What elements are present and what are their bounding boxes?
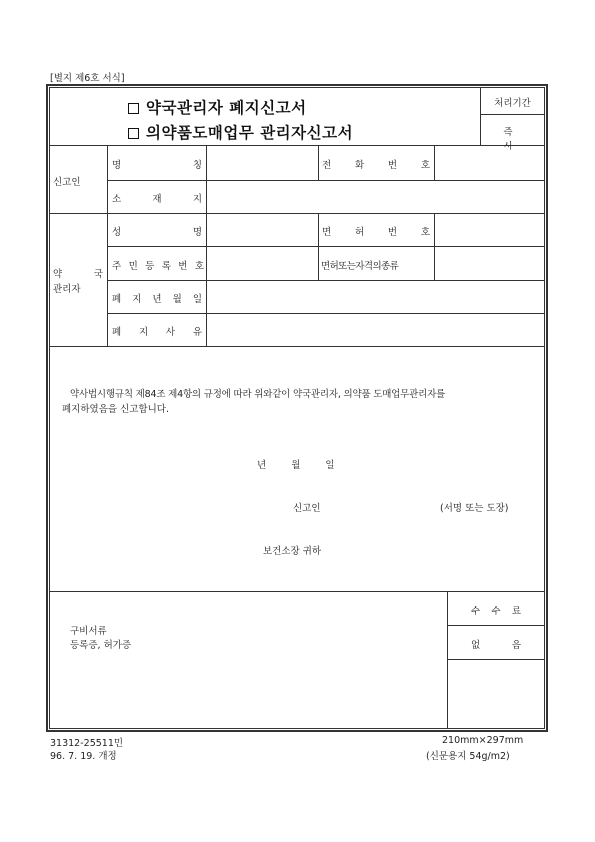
fee-value: 없 음 bbox=[471, 640, 521, 651]
manager-qualification-label: 면허또는자격의종류 bbox=[321, 261, 399, 272]
statement-line-1: 약사법시행규칙 제84조 제4항의 규정에 따라 위와같이 약국관리자, 의약품 도매업무관리자를 bbox=[70, 389, 446, 400]
manager-license-label: 면 허 번 호 bbox=[322, 227, 430, 238]
title-line-2: 의약품도매업무 관리자신고서 bbox=[128, 121, 353, 143]
signer-label: 신고인 bbox=[293, 503, 321, 514]
manager-closing-date-field[interactable] bbox=[207, 281, 544, 312]
reporter-phone-label: 전 화 번 호 bbox=[322, 160, 430, 171]
divider bbox=[318, 145, 319, 180]
manager-qualification-field[interactable] bbox=[435, 247, 544, 279]
processing-period-label: 처리기간 bbox=[494, 98, 531, 109]
divider bbox=[49, 591, 545, 592]
divider bbox=[49, 346, 545, 347]
manager-section-label-2: 관리자 bbox=[53, 284, 81, 295]
manager-rrn-label: 주 민 등 록 번 호 bbox=[112, 261, 204, 272]
manager-license-field[interactable] bbox=[435, 214, 544, 245]
fee-label: 수 수 료 bbox=[471, 606, 521, 617]
date-line: 년 월 일 bbox=[257, 460, 335, 471]
processing-period-value: 즉 시 bbox=[503, 127, 531, 152]
manager-rrn-field[interactable] bbox=[207, 247, 317, 279]
manager-reason-field[interactable] bbox=[207, 314, 544, 345]
divider bbox=[480, 114, 545, 115]
manager-reason-label: 폐 지 사 유 bbox=[112, 327, 202, 338]
manager-section-label-1: 약 국 bbox=[53, 269, 103, 280]
attachments-label: 구비서류 bbox=[70, 626, 107, 637]
reporter-name-field[interactable] bbox=[207, 146, 317, 179]
attachments-items: 등록증, 허가증 bbox=[70, 640, 132, 651]
reporter-section-label: 신고인 bbox=[53, 177, 81, 188]
addressee: 보건소장 귀하 bbox=[263, 546, 322, 557]
divider bbox=[318, 213, 319, 280]
title-line-1: 약국관리자 폐지신고서 bbox=[128, 96, 307, 118]
reporter-phone-field[interactable] bbox=[435, 146, 544, 179]
footer-paper-size: 210mm×297mm bbox=[442, 735, 524, 746]
divider bbox=[447, 659, 545, 660]
footer-code: 31312-25511민 bbox=[50, 738, 124, 749]
manager-name-field[interactable] bbox=[207, 214, 317, 245]
manager-name-label: 성 명 bbox=[112, 227, 202, 238]
reporter-address-field[interactable] bbox=[207, 181, 544, 212]
footer-paper-type: (신문용지 54g/m2) bbox=[426, 751, 510, 762]
form-number: [별지 제6호 서식] bbox=[50, 73, 125, 84]
signature-note: (서명 또는 도장) bbox=[440, 503, 509, 514]
divider bbox=[447, 625, 545, 626]
divider bbox=[447, 591, 448, 729]
manager-closing-date-label: 폐 지 년 월 일 bbox=[112, 294, 202, 305]
reporter-name-label: 명 칭 bbox=[112, 160, 202, 171]
statement-line-2: 폐지하였음을 신고합니다. bbox=[62, 404, 169, 415]
reporter-address-label: 소 재 지 bbox=[112, 194, 202, 205]
checkbox-pharmacy-manager[interactable] bbox=[128, 103, 139, 114]
footer-revision: 96. 7. 19. 개정 bbox=[50, 751, 117, 762]
checkbox-wholesale-manager[interactable] bbox=[128, 128, 139, 139]
